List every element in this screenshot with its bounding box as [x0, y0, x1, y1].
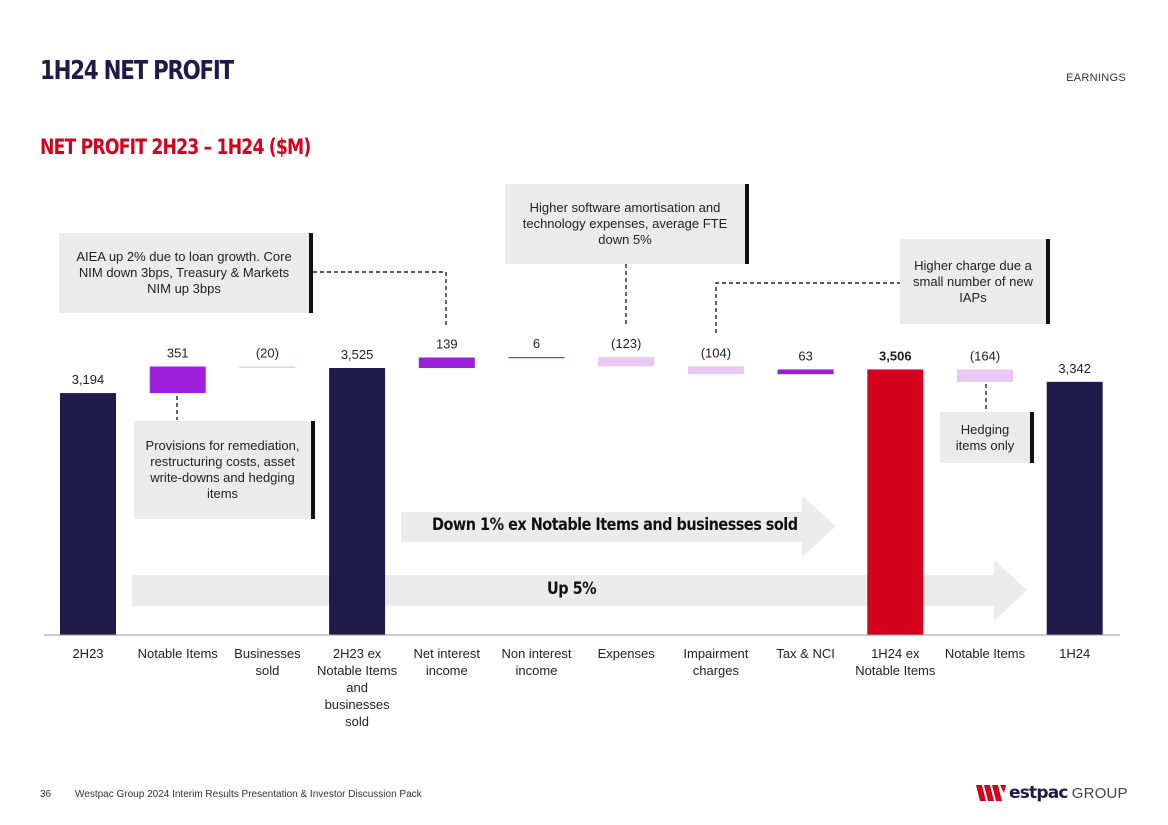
bar-11 [1047, 382, 1103, 635]
callout-hedging: Hedging items only [940, 412, 1034, 463]
data-label-1: 351 [166, 345, 189, 361]
data-label-11: 3,342 [1058, 360, 1091, 376]
bar-5 [509, 357, 565, 358]
bar-10 [957, 369, 1013, 381]
bar-2 [239, 366, 295, 368]
arrow-label-down: Down 1% ex Notable Items and businesses sold [432, 515, 798, 535]
callout-expenses: Higher software amortisation and technology expenses, average FTE down 5% [505, 184, 749, 264]
data-label-10: (164) [969, 348, 1001, 364]
bar-1 [150, 366, 206, 393]
footer-text: Westpac Group 2024 Interim Results Presentation & Investor Discussion Pack [75, 789, 422, 800]
data-label-8: 63 [798, 348, 813, 364]
bar-6 [598, 357, 654, 366]
data-label-2: (20) [255, 345, 279, 361]
bar-0 [60, 393, 116, 635]
category-label-8: Tax & NCI [776, 646, 835, 661]
data-label-5: 6 [532, 336, 541, 352]
category-label-5: Non interest income [501, 646, 572, 678]
data-label-0: 3,194 [71, 372, 105, 388]
westpac-logo [976, 783, 1128, 803]
bar-8 [778, 369, 834, 374]
category-label-3: 2H23 ex Notable Items and businesses sold [316, 646, 398, 729]
westpac-w-icon [976, 783, 1008, 803]
bar-9 [867, 369, 923, 635]
data-label-4: 139 [435, 336, 458, 352]
chart-subtitle: NET PROFIT 2H23 – 1H24 ($M) [40, 135, 311, 159]
page-number: 36 [40, 789, 52, 800]
callout-nii: AIEA up 2% due to loan growth. Core NIM down 3bps, Treasury & Markets NIM up 3bps [59, 233, 313, 313]
category-label-11: 1H24 [1059, 646, 1091, 661]
bar-4 [419, 357, 475, 368]
category-label-0: 2H23 [72, 646, 104, 661]
bar-3 [329, 368, 385, 635]
page-title: 1H24 NET PROFIT [40, 56, 233, 86]
logo-group: GROUP [1071, 784, 1128, 802]
data-label-7: (104) [700, 345, 732, 361]
callout-impairment: Higher charge due a small number of new IAPs [900, 239, 1050, 324]
category-label-2: Businesses sold [234, 646, 301, 678]
data-label-6: (123) [611, 336, 642, 352]
bar-7 [688, 366, 744, 374]
category-label-4: Net interest income [413, 646, 481, 678]
arrow-label-up: Up 5% [547, 579, 597, 599]
category-label-7: Impairment charges [683, 646, 749, 678]
category-label-9: 1H24 ex Notable Items [855, 646, 936, 678]
data-label-9: 3,506 [879, 348, 912, 364]
category-label-6: Expenses [597, 646, 655, 661]
category-label-10: Notable Items [944, 646, 1026, 661]
data-label-3: 3,525 [340, 347, 374, 362]
logo-wordmark: estpac [1009, 783, 1068, 803]
category-label-1: Notable Items [137, 646, 218, 661]
section-tag: EARNINGS [1066, 72, 1126, 84]
callout-notable-items: Provisions for remediation, restructuring costs, asset write-downs and hedging items [134, 421, 315, 519]
